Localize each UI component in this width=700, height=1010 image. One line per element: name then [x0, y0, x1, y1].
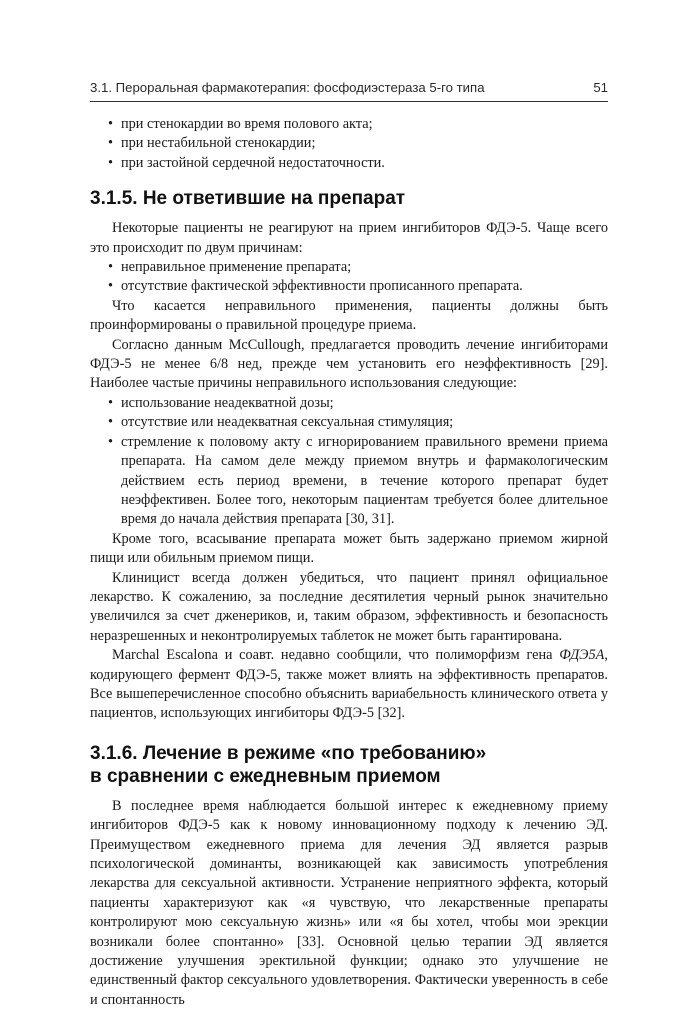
bullet-icon: • [108, 278, 114, 295]
bullet-icon: • [108, 433, 114, 450]
bullet-icon: • [108, 259, 114, 276]
paragraph: Клиницист всегда должен убедиться, что пациент принял официальное лекарство. К сожалению, за последние десятилетия черный рынок значительно увеличился за счет дженериков, и, таким образом, эффективность и безопасность неразрешенных и неконтролируемых таблеток не может быть гарантирована. [90, 569, 608, 644]
misuse-bullet-list [90, 394, 608, 530]
paragraph: Согласно данным McCullough, предлагается проводить лечение ингибиторами ФДЭ-5 не менее 6/8 нед, прежде чем установить его неэффективность [29]. Наиболее частые причины неправильного использования следующие: [90, 336, 608, 392]
list-item: • при нестабильной стенокардии; [90, 134, 608, 153]
paragraph: В последнее время наблюдается большой интерес к ежедневному приему ингибиторов ФДЭ-5 как к новому инновационному подходу к лечению ЭД. Преимуществом ежедневного приема для лечения ЭД является разрыв психологической доминанты, возникающей как зависимость употребления лекарства для сексуальной активности. Устранение неприятного эффекта, который пациенты характеризуют как «я чувствую, что лекарственные препараты контролируют мою сексуальную жизнь» или «я бы хотел, чтобы мои эрекции возникали более спонтанно» [33]. Основной целью терапии ЭД является достижение улучшения эректильной функции; однако это улучшение не единственный фактор сексуального удовлетворения. Фактически уверенность в себе и спонтанность [90, 797, 608, 1008]
list-item: • при застойной сердечной недостаточности. [90, 154, 608, 173]
paragraph: Кроме того, всасывание препарата может быть задержано приемом жирной пищи или обильным приемом пищи. [90, 530, 608, 567]
bullet-icon: • [108, 154, 114, 171]
header-rule [90, 101, 608, 102]
bullet-icon: • [108, 414, 114, 431]
intro-bullet-list [90, 115, 608, 173]
list-item: • использование неадекватной дозы; [90, 394, 608, 413]
paragraph: Marchal Escalona и соавт. недавно сообщили, что полиморфизм гена ФДЭ5А, кодирующего фермент ФДЭ-5, также может влиять на эффективность препаратов. Все вышеперечисленное способно объяснить вариабельность клинического ответа у пациентов, использующих ингибиторы ФДЭ-5 [32]. [90, 647, 608, 722]
reasons-bullet-list [90, 258, 608, 297]
list-item: • при стенокардии во время полового акта; [90, 115, 608, 134]
list-item: • отсутствие или неадекватная сексуальная стимуляция; [90, 413, 608, 432]
list-item: • неправильное применение препарата; [90, 258, 608, 277]
page-body [90, 115, 608, 1010]
page-number: 51 [593, 80, 608, 95]
bullet-icon: • [108, 116, 114, 132]
running-header-title: 3.1. Пероральная фармакотерапия: фосфодиэстераза 5-го типа [90, 80, 485, 95]
section-heading-3-1-5: 3.1.5. Не ответившие на препарат [90, 188, 406, 210]
list-item: • отсутствие фактической эффективности прописанного препарата. [90, 277, 608, 296]
paragraph: Что касается неправильного применения, пациенты должны быть проинформированы о правильной процедуре приема. [90, 297, 608, 334]
running-header [90, 80, 608, 102]
bullet-icon: • [108, 394, 114, 411]
section-heading-3-1-6: 3.1.6. Лечение в режиме «по требованию» в сравнении с ежедневным приемом [90, 742, 487, 787]
list-item: • стремление к половому акту с игнорированием правильного времени приема препарата. На самом деле между приемом внутрь и фармакологическим действием есть период времени, в течение которого препарат будет неэффективен. Более того, некоторым пациентам требуется более длительное время до начала действия препарата [30, 31]. [108, 433, 608, 528]
paragraph: Некоторые пациенты не реагируют на прием ингибиторов ФДЭ-5. Чаще всего это происходит по двум причинам: [90, 220, 608, 256]
gene-name: ФДЭ5А [559, 647, 605, 664]
bullet-icon: • [108, 135, 114, 152]
